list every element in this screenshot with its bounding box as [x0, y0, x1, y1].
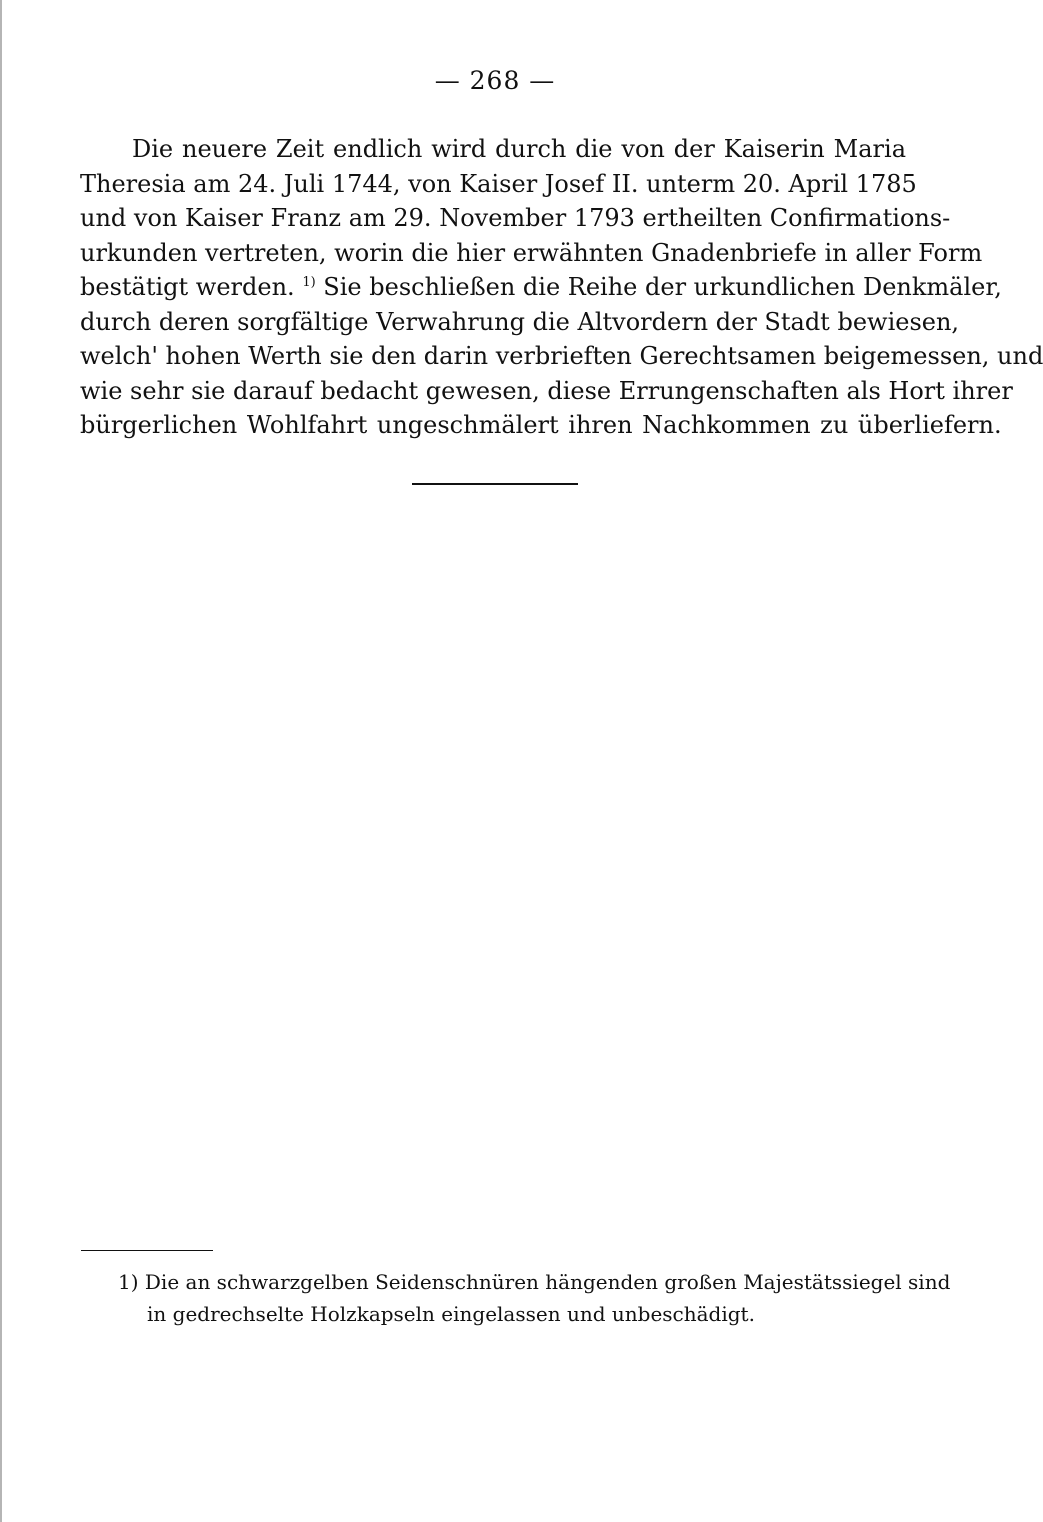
- footnote-line-1: [118, 1266, 951, 1298]
- paragraph-line-9: bürgerlichen Wohlfahrt ungeschmälert ihren Nachkommen zu überliefern.: [80, 411, 1002, 439]
- paragraph-line-6: durch deren sorgfältige Verwahrung die Altvordern der Stadt bewiesen,: [80, 307, 960, 336]
- paragraph-line-8: wie sehr sie darauf bedacht gewesen, diese Errungenschaften als Hort ihrer: [80, 376, 1013, 405]
- main-paragraph: [80, 132, 1043, 443]
- paragraph-line-3: und von Kaiser Franz am 29. November 1793 ertheilten Confirmations-: [80, 204, 951, 232]
- page-edge-rule: [0, 0, 2, 1522]
- page-number: — 268 —: [434, 66, 556, 95]
- paragraph-line-2: Theresia am 24. Juli 1744, von Kaiser Josef II. unterm 20. April 1785: [80, 169, 917, 198]
- footnote-line-2: in gedrechselte Holzkapseln eingelassen und unbeschädigt.: [147, 1302, 755, 1326]
- paragraph-line-7: welch' hohen Werth sie den darin verbrieften Gerechtsamen beigemessen, und: [80, 342, 1043, 370]
- paragraph-line-1: Die neuere Zeit endlich wird durch die von der Kaiserin Maria: [132, 135, 906, 163]
- footnote: [118, 1266, 951, 1330]
- paragraph-line-5-end: Sie beschließen die Reihe der urkundlichen Denkmäler,: [323, 273, 1002, 301]
- footnote-divider: [81, 1250, 213, 1251]
- paragraph-line-5: [80, 270, 1002, 305]
- footnote-marker: 1): [118, 1270, 139, 1294]
- paragraph-line-4: urkunden vertreten, worin die hier erwähnten Gnadenbriefe in aller Form: [80, 238, 983, 267]
- section-divider: [412, 483, 578, 485]
- paragraph-line-5-start: bestätigt werden.: [80, 273, 295, 301]
- footnote-reference: 1): [302, 275, 316, 290]
- footnote-text-1: Die an schwarzgelben Seidenschnüren hängenden großen Majestätssiegel sind: [144, 1270, 951, 1294]
